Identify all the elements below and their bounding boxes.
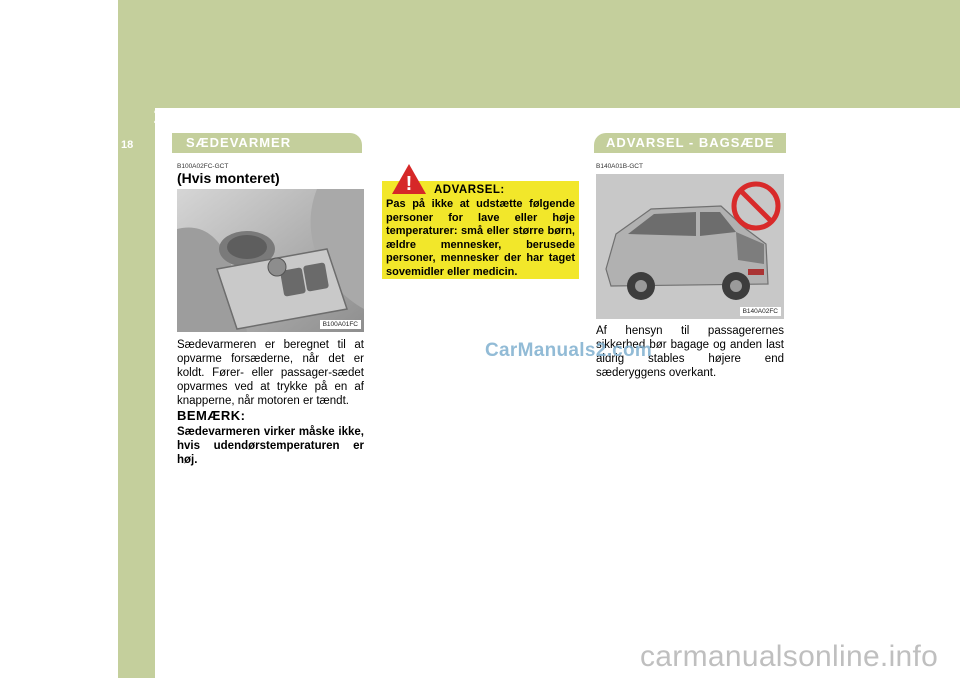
section-tab-rear-seat-warning: ADVARSEL - BAGSÆDE bbox=[594, 133, 786, 153]
warning-icon-symbol: ! bbox=[405, 173, 413, 195]
section-code: B100A02FC-GCT bbox=[177, 163, 229, 170]
image-label: B100A01FC bbox=[320, 320, 361, 329]
chapter-title: DERES HYUNDAIS EGENSKABER bbox=[166, 113, 318, 123]
rear-image-label: B140A02FC bbox=[740, 307, 781, 316]
warning-text: Pas på ikke at udstætte følgende personer for lave eller høje temperaturer: små eller større børn, ældre mennesker, berusede personer, mennesker der har taget sovemidler eller medicin. bbox=[386, 198, 575, 278]
section-subtitle: (Hvis monteret) bbox=[177, 170, 280, 186]
note-text: Sædevarmeren virker måske ikke, hvis udendørstemperaturen er høj. bbox=[177, 426, 364, 466]
page-number: 18 bbox=[121, 139, 134, 151]
seat-heater-illustration bbox=[177, 189, 364, 332]
seat-heater-body-text: Sædevarmeren er beregnet til at opvarme forsæderne, når det er koldt. Fører- eller passager-sædet opvarmes ved at trykke på en af knapperne, når motoren er tændt. bbox=[177, 339, 364, 407]
rear-seat-car-image bbox=[596, 174, 784, 319]
warning-title: ADVARSEL: bbox=[434, 184, 505, 196]
chapter-number: 1 bbox=[153, 105, 165, 128]
warning-triangle-icon bbox=[391, 163, 427, 195]
watermark-text: CarManuals2.com bbox=[485, 340, 653, 361]
rear-seat-body-text: Af hensyn til passagerernes sikkerhed bør bagage og anden last aldrig stables højere end sæderyggens overkant. bbox=[596, 325, 784, 379]
section-tab-seat-heater: SÆDEVARMER bbox=[172, 133, 362, 153]
prohibition-icon bbox=[730, 180, 782, 232]
rear-section-code: B140A01B-GCT bbox=[596, 163, 643, 170]
footer-logo: carmanualsonline.info bbox=[640, 640, 939, 673]
note-heading: BEMÆRK: bbox=[177, 408, 246, 423]
seat-heater-image bbox=[177, 189, 364, 332]
